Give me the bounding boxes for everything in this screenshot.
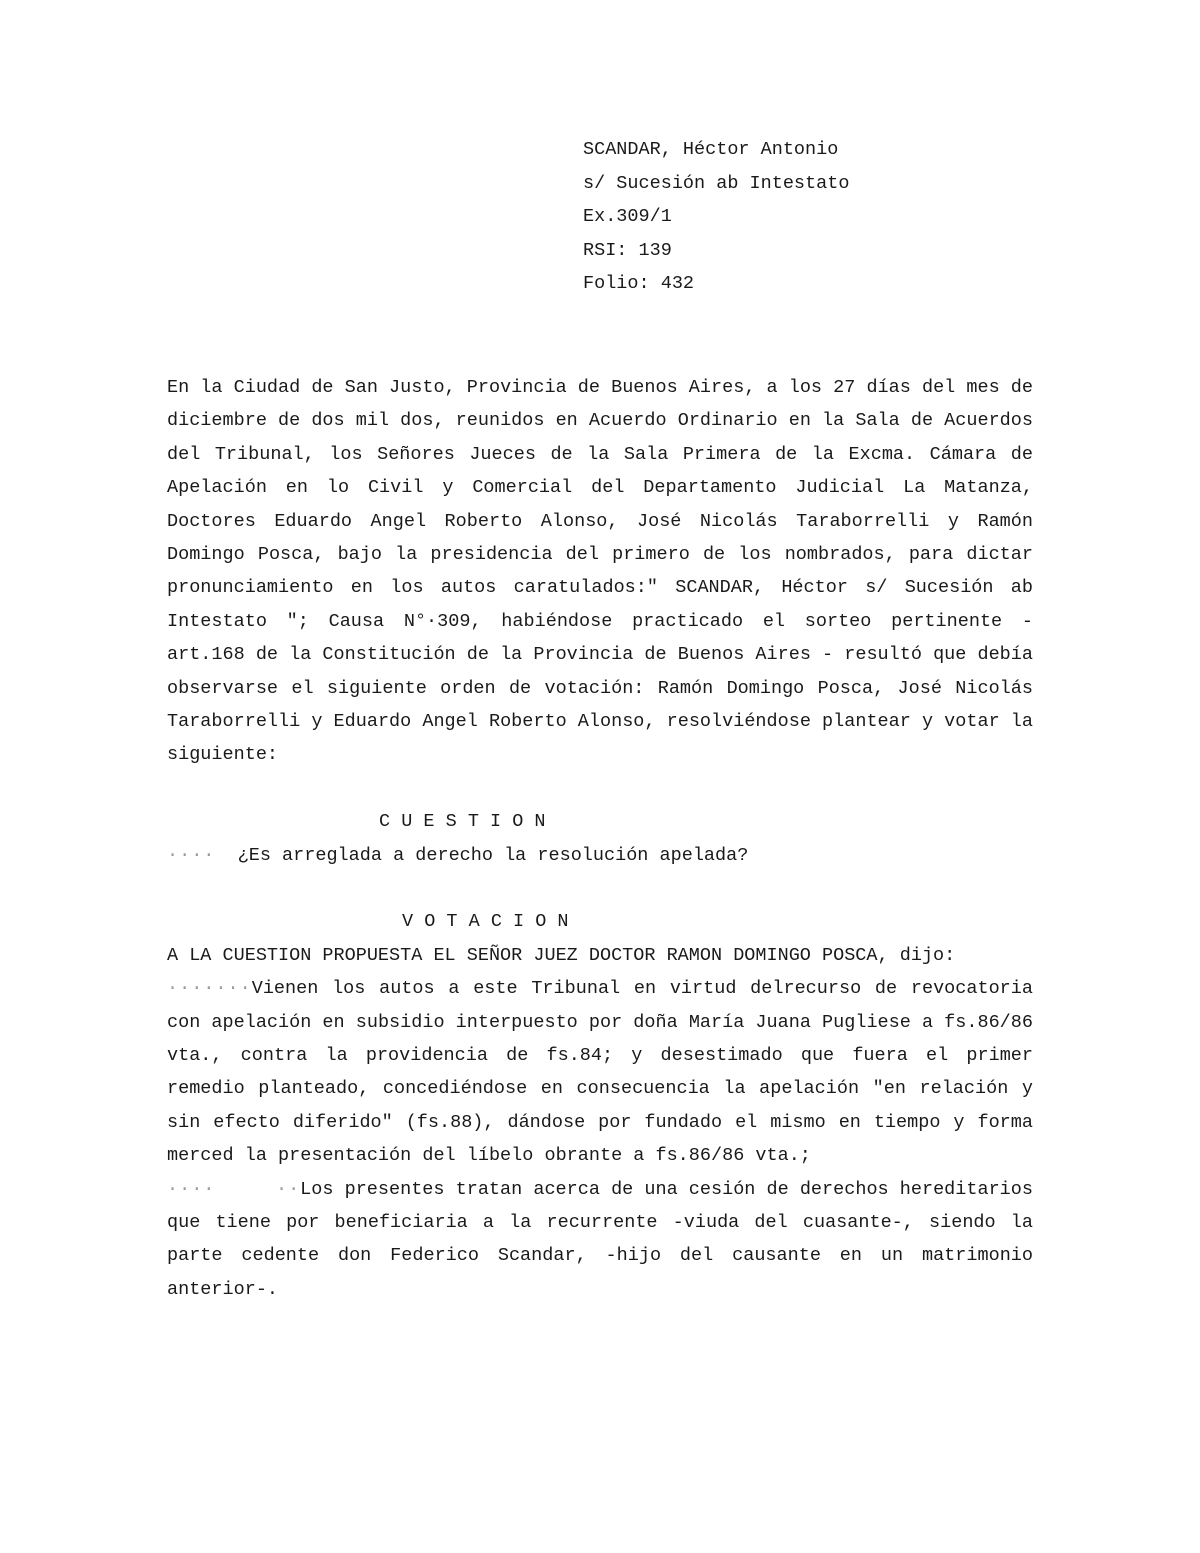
cuestion-question-line	[167, 839, 1033, 872]
cuestion-title: C U E S T I O N	[379, 811, 546, 833]
case-rsi: RSI: 139	[583, 239, 672, 261]
intro-paragraph: En la Ciudad de San Justo, Provincia de Buenos Aires, a los 27 días del mes de diciembre de dos mil dos, reunidos en Acuerdo Ordinario en la Sala de Acuerdos del Tribunal, los Señores Jueces de la Sala Primera de la Excma. Cámara de Apelación en lo Civil y Comercial del Departamento Judicial La Matanza, Doctores Eduardo Angel Roberto Alonso, José Nicolás Taraborrelli y Ramón Domingo Posca, bajo la presidencia del primero de los nombrados, para dictar pronunciamiento en los autos caratulados:" SCANDAR, Héctor s/ Sucesión ab Intestato "; Causa N°·309, habiéndose practicado el sorteo pertinente - art.168 de la Constitución de la Provincia de Buenos Aires - resultó que debía observarse el siguiente orden de votación: Ramón Domingo Posca, José Nicolás Taraborrelli y Eduardo Angel Roberto Alonso, resolviéndose plantear y votar la siguiente:	[167, 377, 1033, 766]
vote-paragraph-2-text: Los presentes tratan acerca de una cesión de derechos hereditarios que tiene por beneficiaria a la recurrente -viuda del cuasante-, siendo la parte cedente don Federico Scandar, -hijo del causante en un matrimonio anterior-.	[167, 1178, 1033, 1300]
leader-dots: ·······	[167, 978, 252, 1000]
votacion-heading: A LA CUESTION PROPUESTA EL SEÑOR JUEZ DOCTOR RAMON DOMINGO POSCA, dijo:	[167, 944, 956, 966]
spacer	[167, 872, 1033, 905]
document-body	[167, 371, 1033, 1306]
leader-dots: ····	[167, 844, 216, 866]
votacion-title: V O T A C I O N	[402, 911, 569, 933]
vote-paragraph-2	[167, 1173, 1033, 1307]
leader-dots: ···· ··	[167, 1178, 301, 1200]
case-file-number: Ex.309/1	[583, 206, 672, 227]
vote-paragraph-1	[167, 972, 1033, 1172]
spacer	[167, 772, 1033, 805]
case-folio: Folio: 432	[583, 273, 695, 294]
case-title: SCANDAR, Héctor Antonio	[583, 139, 839, 160]
vote-paragraph-1-text: Vienen los autos a este Tribunal en virtud delrecurso de revocatoria con apelación en subsidio interpuesto por doña María Juana Pugliese a fs.86/86 vta., contra la providencia de fs.84; y desestimado que fuera el primer remedio planteado, concediéndose en consecuencia la apelación "en relación y sin efecto diferido" (fs.88), dándose por fundado el mismo en tiempo y forma merced la presentación del líbelo obrante a fs.86/86 vta.;	[167, 978, 1033, 1167]
case-subject: s/ Sucesión ab Intestato	[583, 172, 850, 194]
cuestion-question: ¿Es arreglada a derecho la resolución apelada?	[237, 844, 749, 866]
case-header	[583, 138, 849, 306]
